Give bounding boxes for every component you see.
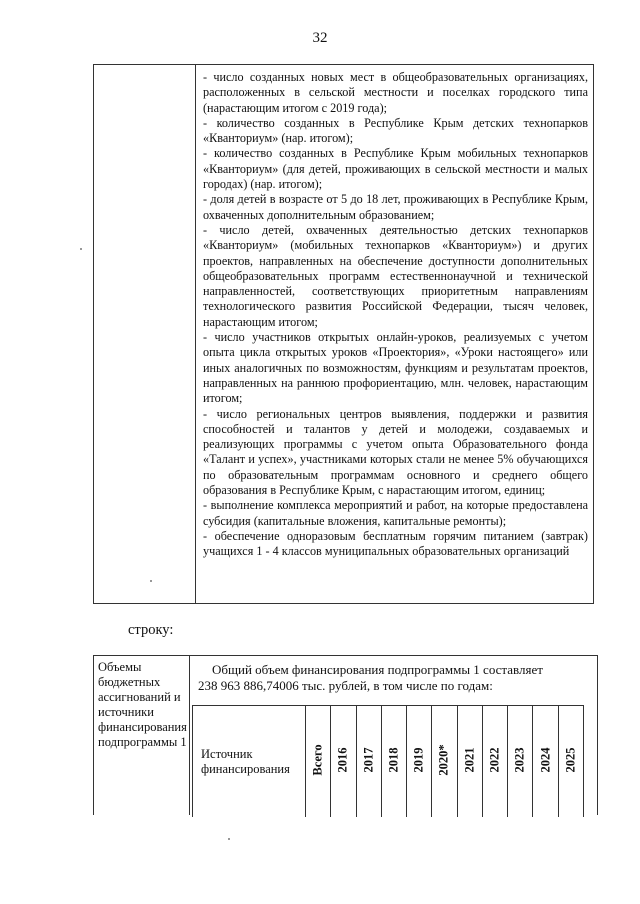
instruction-text: строку: [128,622,174,638]
column-header [306,706,331,817]
column-header-label: 2022 [487,747,502,773]
column-header [357,706,382,817]
column-header [508,706,533,817]
column-header-label: 2023 [512,747,527,773]
column-header-label: 2017 [361,747,376,773]
list-item: - число региональных центров выявления, поддержки и развития способностей и талантов у детей и молодежи, создаваемых и реализующих программы с учетом опыта Образовательного фонда «Талант и успех», участниками которых стали не менее 5% обучающихся по образовательным программам основного и среднего общего образования в Республике Крым, с нарастающим итогом, единиц; [203,406,588,498]
page-number: 32 [312,30,328,46]
list-item: - число созданных новых мест в общеобразовательных организациях, расположенных в сельской местности и поселках городского типа (нарастающим итогом с 2019 года); [203,70,588,115]
scan-speck [80,248,82,250]
source-header: Источник финансирования [193,706,306,817]
column-divider [195,65,196,603]
scan-speck [150,580,152,582]
row-label: Объемы бюджетных ассигнований и источники финансирования подпрограммы 1 [98,660,187,749]
total-amount: 238 963 886,74006 тыс. рублей, в том числе по годам: [198,678,493,693]
total-text: Общий объем финансирования подпрограммы 1 составляет [212,662,543,677]
column-header-label: 2024 [538,747,553,773]
column-header-label: 2018 [386,747,401,773]
column-divider [189,656,190,815]
column-header-label: Всего [310,744,325,776]
scan-speck [228,838,230,840]
column-header [458,706,483,817]
list-item: - выполнение комплекса мероприятий и работ, на которые предоставлена субсидия (капитальные вложения, капитальные ремонты); [203,498,588,528]
column-header [407,706,432,817]
financing-table [192,705,584,817]
column-header [382,706,407,817]
indicator-list [203,70,588,560]
column-header-label: 2021 [462,747,477,773]
column-header [331,706,356,817]
list-item: - число детей, охваченных деятельностью детских технопарков «Кванториум» (мобильных технопарков «Кванториум») и других проектов, направленных на обеспечение доступности дополнительных общеобразовательных программ естественнонаучной и технической направленностей, соответствующих приоритетным направлениям технологического развития Российской Федерации, тысяч человек, нарастающим итогом; [203,222,588,329]
list-item: - обеспечение одноразовым бесплатным горячим питанием (завтрак) учащихся 1 - 4 классов муниципальных образовательных организаций [203,528,588,559]
list-item: - количество созданных в Республике Крым детских технопарков «Кванториум» (нар. итогом); [203,115,588,146]
continued-table [93,64,594,604]
column-header [559,706,583,817]
column-header [483,706,508,817]
financing-description [198,662,593,694]
list-item: - число участников открытых онлайн-уроков, реализуемых с учетом опыта цикла открытых уроков «Проектория», «Уроки настоящего» или иных аналогичных по возможностям, функциям и результатам проектов, направленных на раннюю профориентацию, млн. человек, нарастающим итогом; [203,330,588,406]
list-item: - количество созданных в Республике Крым мобильных технопарков «Кванториум» (для детей, проживающих в сельской местности и малых городах) (нар. итогом); [203,146,588,192]
list-item: - доля детей в возрасте от 5 до 18 лет, проживающих в Республике Крым, охваченных дополнительным образованием; [203,192,588,222]
column-header-label: 2019 [411,747,426,773]
column-header-label: 2020* [436,744,451,776]
column-header [533,706,558,817]
column-header-label: 2016 [335,747,350,773]
column-header-label: 2025 [563,747,578,773]
column-header [432,706,457,817]
